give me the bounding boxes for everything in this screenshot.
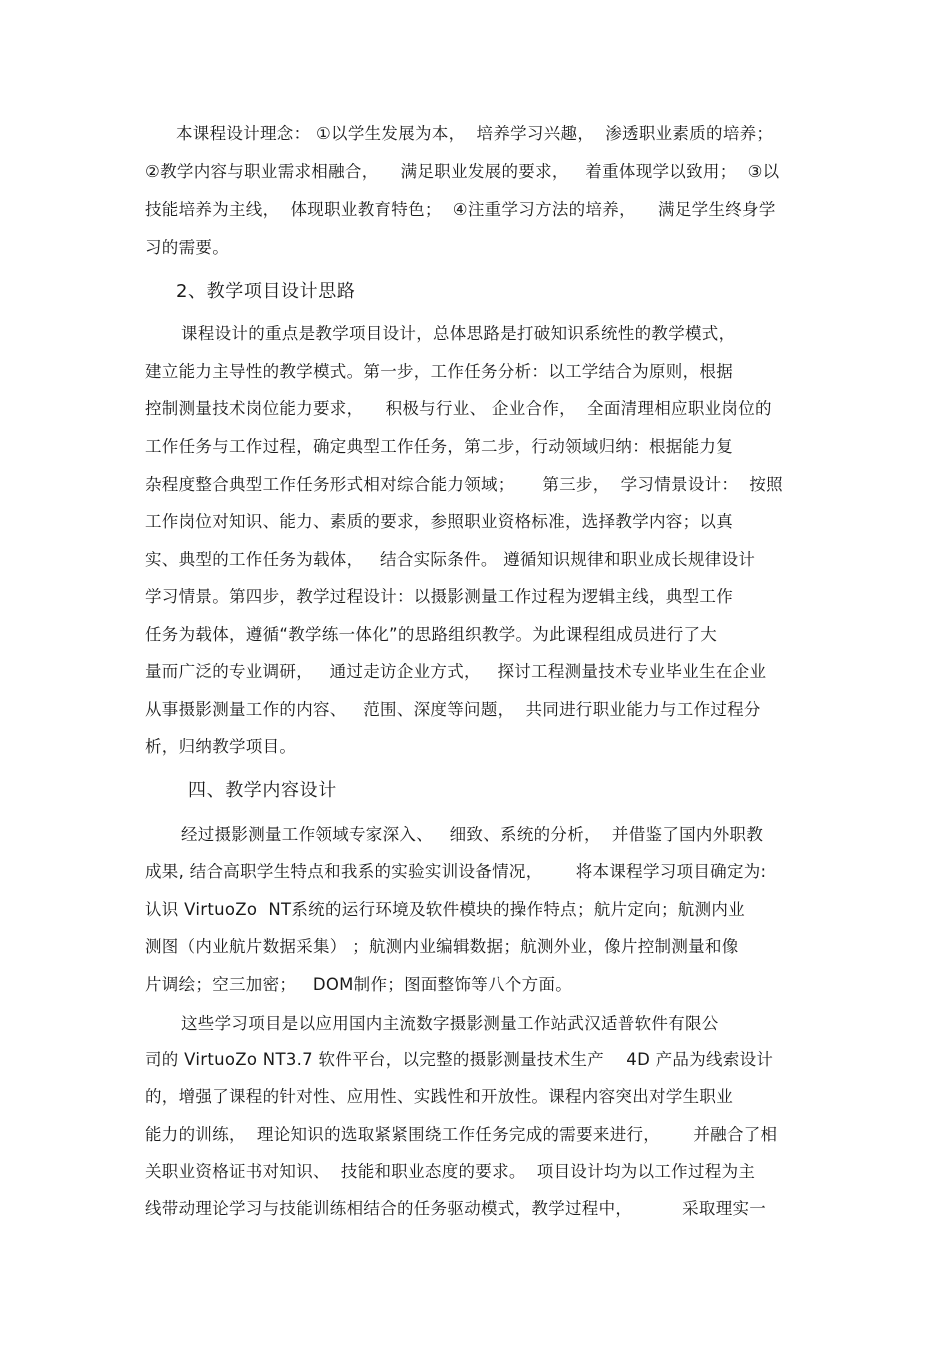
text-line: 这些学习项目是以应用国内主流数字摄影测量工作站武汉适普软件有限公: [181, 1014, 719, 1033]
text-line: 成果, 结合高职学生特点和我系的实验实训设备情况， 将本课程学习项目确定为:: [145, 862, 767, 881]
text-line: 认识 VirtuoZo NT系统的运行环境及软件模块的操作特点；航片定向；航测内业: [145, 900, 745, 919]
text-line: 学习情景。第四步，教学过程设计：以摄影测量工作过程为逻辑主线，典型工作: [145, 587, 733, 606]
text-line: 测图（内业航片数据采集） ；航测内业编辑数据；航测外业，像片控制测量和像: [145, 937, 739, 956]
text-line: 建立能力主导性的教学模式。第一步，工作任务分析：以工学结合为原则，根据: [145, 362, 733, 381]
section-heading: 四、教学内容设计: [188, 780, 337, 801]
text-line: 能力的训练， 理论知识的选取紧紧围绕工作任务完成的需要来进行， 并融合了相: [145, 1125, 778, 1144]
text-line: 从事摄影测量工作的内容、 范围、深度等问题， 共同进行职业能力与工作过程分: [145, 700, 761, 719]
text-line: 片调绘；空三加密； DOM制作；图面整饰等八个方面。: [145, 975, 573, 994]
text-line: 技能培养为主线， 体现职业教育特色； ④注重学习方法的培养， 满足学生终身学: [145, 200, 776, 219]
text-line: 实、典型的工作任务为载体， 结合实际条件。 遵循知识规律和职业成长规律设计: [145, 550, 756, 569]
text-line: 课程设计的重点是教学项目设计，总体思路是打破知识系统性的教学模式，: [181, 324, 736, 343]
text-line: 习的需要。: [145, 238, 229, 257]
text-line: 析，归纳教学项目。: [145, 737, 297, 756]
text-line: ②教学内容与职业需求相融合， 满足职业发展的要求， 着重体现学以致用； ③以: [145, 162, 780, 181]
text-line: 线带动理论学习与技能训练相结合的任务驱动模式，教学过程中， 采取理实一: [145, 1199, 767, 1218]
text-line: 量而广泛的专业调研， 通过走访企业方式， 探讨工程测量技术专业毕业生在企业: [145, 662, 767, 681]
text-line: 工作岗位对知识、能力、素质的要求，参照职业资格标准，选择教学内容；以真: [145, 512, 733, 531]
section-heading: 2、教学项目设计思路: [176, 281, 356, 302]
text-line: 任务为载体，遵循“教学练一体化”的思路组织教学。为此课程组成员进行了大: [145, 625, 718, 644]
text-line: 本课程设计理念： ①以学生发展为本， 培养学习兴趣， 渗透职业素质的培养；: [176, 124, 774, 143]
text-line: 经过摄影测量工作领域专家深入、 细致、系统的分析， 并借鉴了国内外职教: [181, 825, 764, 844]
text-line: 的，增强了课程的针对性、应用性、实践性和开放性。课程内容突出对学生职业: [145, 1087, 733, 1106]
text-line: 工作任务与工作过程，确定典型工作任务，第二步，行动领域归纳：根据能力复: [145, 437, 733, 456]
text-line: 杂程度整合典型工作任务形式相对综合能力领域； 第三步， 学习情景设计： 按照: [145, 475, 783, 494]
text-line: 关职业资格证书对知识、 技能和职业态度的要求。 项目设计均为以工作过程为主: [145, 1162, 756, 1181]
text-line: 控制测量技术岗位能力要求， 积极与行业、 企业合作， 全面清理相应职业岗位的: [145, 399, 772, 418]
text-line: 司的 VirtuoZo NT3.7 软件平台，以完整的摄影测量技术生产 4D 产品为线索设计: [145, 1050, 774, 1069]
